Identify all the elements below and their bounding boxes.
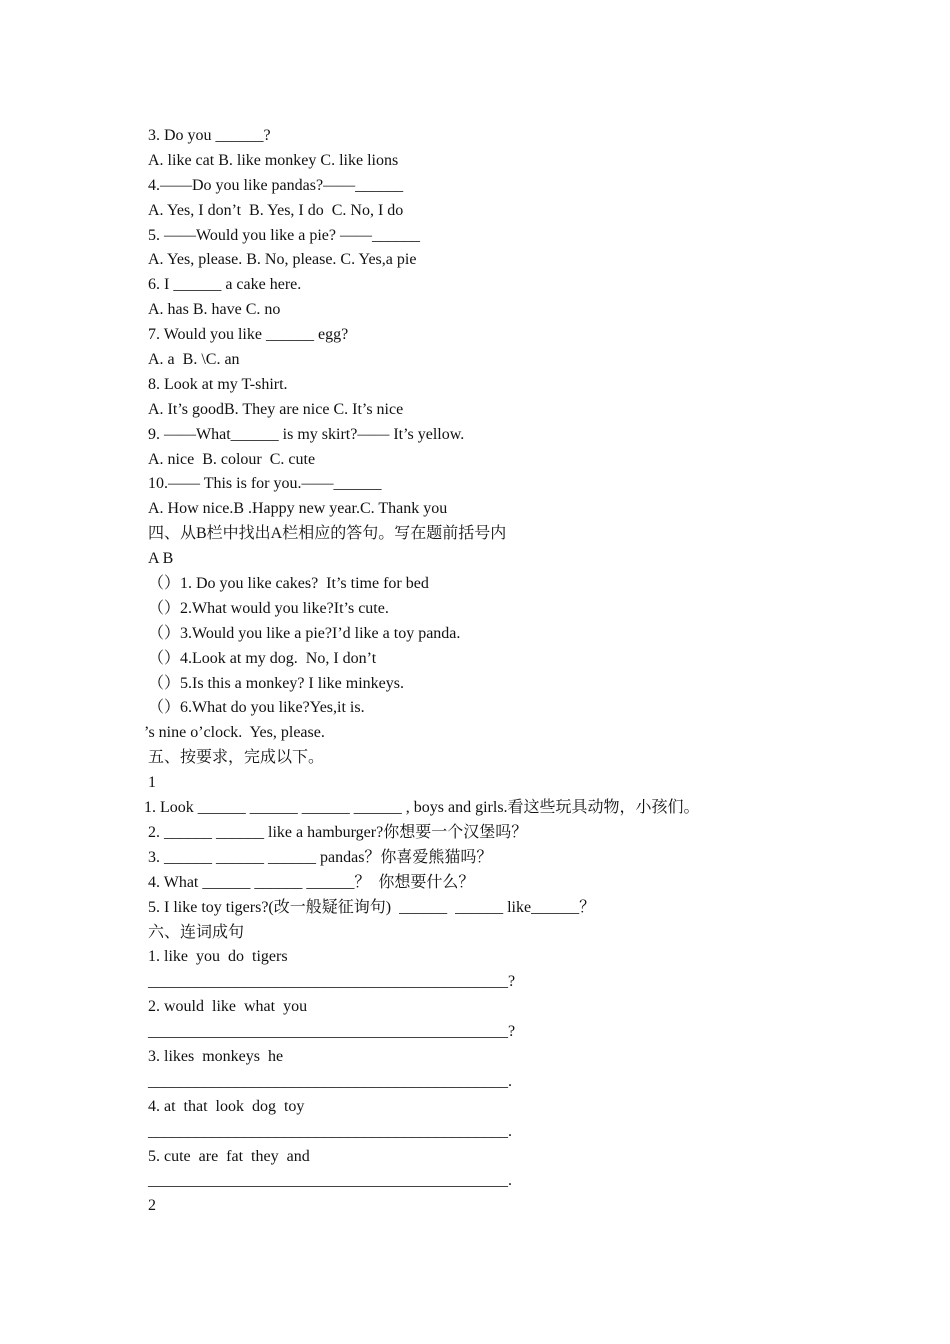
match-item-5: （）5.Is this a monkey? I like minkeys. <box>148 674 404 692</box>
column-headers: A B <box>148 550 174 568</box>
word-order-4: 4. at that look dog toy <box>148 1097 305 1115</box>
question-4-options: A. Yes, I don’t B. Yes, I do C. No, I do <box>148 201 404 219</box>
section-6-heading: 六、连词成句 <box>148 923 245 941</box>
question-5: 5. ——Would you like a pie? ——______ <box>148 226 421 244</box>
question-7-options: A. a B. \C. an <box>148 351 240 369</box>
match-item-1: （）1. Do you like cakes? It’s time for bed <box>148 575 429 593</box>
page-number-2: 2 <box>148 1197 156 1215</box>
answer-line-5: _____________________________________________. <box>148 1172 512 1190</box>
match-item-2: （）2.What would you like?It’s cute. <box>148 599 389 617</box>
question-7: 7. Would you like ______ egg? <box>148 326 349 344</box>
word-order-3: 3. likes monkeys he <box>148 1047 284 1065</box>
page-number-1: 1 <box>148 774 156 792</box>
section-4-heading: 四、从B栏中找出A栏相应的答句。写在题前括号内 <box>148 525 507 543</box>
match-item-3: （）3.Would you like a pie?I’d like a toy panda. <box>148 624 461 642</box>
fill-item-5: 5. I like toy tigers?(改一般疑征询句) ______ ______ like______？ <box>148 898 596 916</box>
question-8: 8. Look at my T-shirt. <box>148 375 288 393</box>
word-order-2: 2. would like what you <box>148 998 308 1016</box>
answer-line-1: _____________________________________________? <box>148 973 516 991</box>
question-3: 3. Do you ______? <box>148 127 271 144</box>
question-9: 9. ——What______ is my skirt?—— It’s yellow. <box>148 425 465 443</box>
fill-item-2: 2. ______ ______ like a hamburger?你想要一个汉堡吗？ <box>148 823 528 841</box>
fill-item-4: 4. What ______ ______ ______？ 你想要什么？ <box>148 873 475 891</box>
question-10: 10.—— This is for you.——______ <box>148 475 382 493</box>
answer-line-4: _____________________________________________. <box>148 1122 512 1140</box>
match-item-6: （）6.What do you like?Yes,it is. <box>148 699 365 717</box>
worksheet-page <box>144 124 868 1219</box>
question-5-options: A. Yes, please. B. No, please. C. Yes,a pie <box>148 251 417 269</box>
word-order-5: 5. cute are fat they and <box>148 1147 310 1165</box>
fill-item-3: 3. ______ ______ ______ pandas？你喜爱熊猫吗？ <box>148 848 493 866</box>
section-5-heading: 五、按要求，完成以下。 <box>148 749 325 767</box>
question-9-options: A. nice B. colour C. cute <box>148 450 316 468</box>
match-item-7: ’s nine o’clock. Yes, please. <box>144 724 325 742</box>
answer-line-2: _____________________________________________? <box>148 1023 516 1041</box>
question-8-options: A. It’s goodB. They are nice C. It’s nice <box>148 400 404 418</box>
question-3-options: A. like cat B. like monkey C. like lions <box>148 151 399 169</box>
question-6: 6. I ______ a cake here. <box>148 276 302 294</box>
question-4: 4.——Do you like pandas?——______ <box>148 176 404 194</box>
question-6-options: A. has B. have C. no <box>148 301 281 319</box>
answer-line-3: _____________________________________________. <box>148 1072 512 1090</box>
word-order-1: 1. like you do tigers <box>148 948 288 966</box>
match-item-4: （）4.Look at my dog. No, I don’t <box>148 649 377 667</box>
fill-item-1: 1. Look ______ ______ ______ ______ , boys and girls.看这些玩具动物，小孩们。 <box>144 799 700 817</box>
question-10-options: A. How nice.B .Happy new year.C. Thank you <box>148 500 448 518</box>
